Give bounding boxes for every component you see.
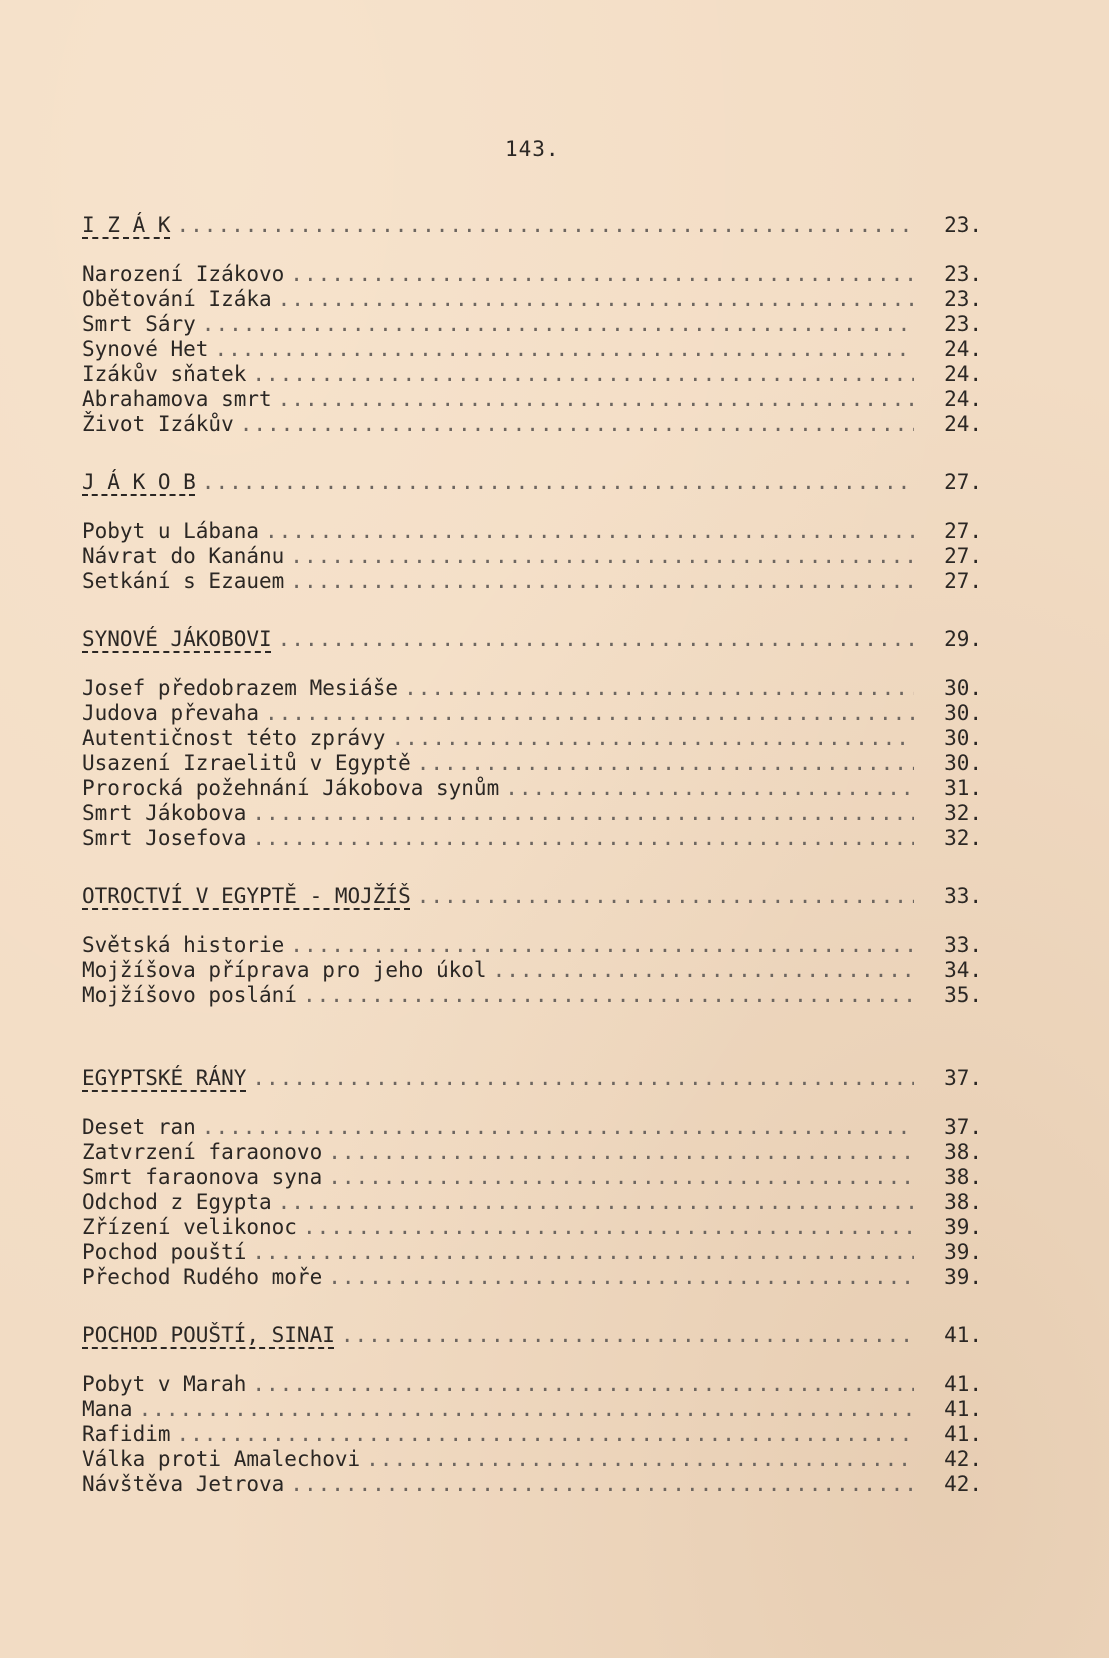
- entry-page: 37.: [944, 1115, 982, 1139]
- entry-page: 39.: [944, 1240, 982, 1264]
- toc-entry: [82, 1140, 982, 1165]
- entry-title: Pochod pouští: [82, 1240, 247, 1264]
- entry-page: 27.: [944, 519, 982, 543]
- toc-entry: [82, 262, 982, 287]
- toc-entry: [82, 701, 982, 726]
- entry-title: Pobyt v Marah: [82, 1372, 247, 1396]
- leader-dots: [265, 519, 914, 544]
- entry-page: 38.: [944, 1190, 982, 1214]
- entry-title: Návštěva Jetrova: [82, 1472, 285, 1496]
- toc-section-jakob: [82, 467, 982, 594]
- toc-section-pochod-pousti: [82, 1320, 982, 1497]
- entry-title: Odchod z Egypta: [82, 1190, 272, 1214]
- section-heading-row: [82, 624, 982, 654]
- leader-dots: [278, 624, 914, 654]
- toc-section-synove-jakobovi: [82, 624, 982, 851]
- leader-dots: [417, 881, 914, 911]
- entry-title: Smrt Jákobova: [82, 801, 247, 825]
- toc-section-egyptske-rany: [82, 1063, 982, 1290]
- section-heading-row: [82, 210, 982, 240]
- entry-page: 41.: [944, 1397, 982, 1421]
- entry-title: Usazení Izraelitů v Egyptě: [82, 751, 411, 775]
- entry-title: Zřízení velikonoc: [82, 1215, 297, 1239]
- section-page: 41.: [944, 1323, 982, 1347]
- leader-dots: [290, 1472, 914, 1497]
- leader-dots: [202, 1115, 914, 1140]
- leader-dots: [341, 1320, 914, 1350]
- leader-dots: [177, 1422, 914, 1447]
- section-heading-row: [82, 467, 982, 497]
- section-heading: J Á K O B: [82, 470, 196, 494]
- entry-page: 39.: [944, 1265, 982, 1289]
- entry-page: 38.: [944, 1165, 982, 1189]
- entry-page: 30.: [944, 726, 982, 750]
- leader-dots: [366, 1447, 914, 1472]
- entry-page: 24.: [944, 362, 982, 386]
- leader-dots: [252, 1063, 914, 1093]
- entry-page: 27.: [944, 544, 982, 568]
- leader-dots: [252, 1372, 914, 1397]
- section-page: 27.: [944, 470, 982, 494]
- toc-entry: [82, 519, 982, 544]
- leader-dots: [278, 1190, 914, 1215]
- entry-title: Smrt faraonova syna: [82, 1165, 323, 1189]
- toc-entry: [82, 933, 982, 958]
- entry-page: 38.: [944, 1140, 982, 1164]
- section-page: 37.: [944, 1066, 982, 1090]
- entry-title: Mana: [82, 1397, 133, 1421]
- entry-page: 23.: [944, 262, 982, 286]
- toc-entry: [82, 1240, 982, 1265]
- entry-title: Rafidim: [82, 1422, 171, 1446]
- section-heading: POCHOD POUŠTÍ, SINAI: [82, 1323, 335, 1347]
- toc-entry: [82, 801, 982, 826]
- entry-page: 31.: [944, 776, 982, 800]
- toc-entry: [82, 287, 982, 312]
- entry-page: 30.: [944, 701, 982, 725]
- leader-dots: [240, 412, 914, 437]
- leader-dots: [290, 544, 914, 569]
- entry-title: Přechod Rudého moře: [82, 1265, 323, 1289]
- leader-dots: [303, 983, 914, 1008]
- entry-page: 35.: [944, 983, 982, 1007]
- section-heading: EGYPTSKÉ RÁNY: [82, 1066, 247, 1090]
- entry-title: Válka proti Amalechovi: [82, 1447, 361, 1471]
- toc-entry: [82, 826, 982, 851]
- entry-title: Mojžíšovo poslání: [82, 983, 297, 1007]
- entry-title: Josef předobrazem Mesiáše: [82, 676, 399, 700]
- entry-page: 32.: [944, 826, 982, 850]
- leader-dots: [505, 776, 914, 801]
- toc-entry: [82, 362, 982, 387]
- toc-entry: [82, 1372, 982, 1397]
- toc-entry: [82, 1115, 982, 1140]
- entry-title: Život Izákův: [82, 412, 234, 436]
- entry-page: 41.: [944, 1372, 982, 1396]
- entry-page: 42.: [944, 1447, 982, 1471]
- entry-page: 33.: [944, 933, 982, 957]
- toc-entry: [82, 412, 982, 437]
- toc-entry: [82, 1190, 982, 1215]
- toc-entry: [82, 387, 982, 412]
- leader-dots: [290, 933, 914, 958]
- section-page: 33.: [944, 884, 982, 908]
- entry-page: 41.: [944, 1422, 982, 1446]
- leader-dots: [303, 1215, 914, 1240]
- entry-page: 42.: [944, 1472, 982, 1496]
- section-page: 29.: [944, 627, 982, 651]
- leader-dots: [290, 569, 914, 594]
- leader-dots: [328, 1265, 914, 1290]
- section-heading: I Z Á K: [82, 213, 171, 237]
- entry-title: Návrat do Kanánu: [82, 544, 285, 568]
- entry-title: Narození Izákovo: [82, 262, 285, 286]
- section-heading-row: [82, 1320, 982, 1350]
- leader-dots: [265, 701, 914, 726]
- toc-entry: [82, 1265, 982, 1290]
- entry-page: 23.: [944, 312, 982, 336]
- leader-dots: [404, 676, 914, 701]
- entry-page: 24.: [944, 337, 982, 361]
- entry-page: 23.: [944, 287, 982, 311]
- leader-dots: [391, 726, 914, 751]
- entry-title: Abrahamova smrt: [82, 387, 272, 411]
- entry-page: 30.: [944, 676, 982, 700]
- toc-entry: [82, 312, 982, 337]
- leader-dots: [417, 751, 914, 776]
- leader-dots: [252, 801, 914, 826]
- page-number: 143.: [505, 137, 560, 161]
- entry-page: 39.: [944, 1215, 982, 1239]
- toc-entry: [82, 1447, 982, 1472]
- entry-page: 27.: [944, 569, 982, 593]
- entry-page: 24.: [944, 387, 982, 411]
- toc-entry: [82, 544, 982, 569]
- section-heading: SYNOVÉ JÁKOBOVI: [82, 627, 272, 651]
- toc-entry: [82, 958, 982, 983]
- entry-title: Světská historie: [82, 933, 285, 957]
- leader-dots: [328, 1165, 914, 1190]
- entry-page: 24.: [944, 412, 982, 436]
- entry-title: Autentičnost této zprávy: [82, 726, 386, 750]
- section-heading-row: [82, 1063, 982, 1093]
- entry-title: Judova převaha: [82, 701, 260, 725]
- leader-dots: [202, 312, 914, 337]
- entry-title: Mojžíšova příprava pro jeho úkol: [82, 958, 487, 982]
- leader-dots: [177, 210, 914, 240]
- leader-dots: [252, 1240, 914, 1265]
- leader-dots: [252, 362, 914, 387]
- toc-entry: [82, 776, 982, 801]
- leader-dots: [328, 1140, 914, 1165]
- entry-title: Smrt Josefova: [82, 826, 247, 850]
- toc-entry: [82, 337, 982, 362]
- leader-dots: [290, 262, 914, 287]
- section-heading-row: [82, 881, 982, 911]
- entry-title: Synové Het: [82, 337, 209, 361]
- leader-dots: [278, 387, 914, 412]
- table-of-contents: [82, 210, 982, 1497]
- entry-title: Izákův sňatek: [82, 362, 247, 386]
- toc-section-otroctvi: [82, 881, 982, 1008]
- entry-title: Zatvrzení faraonovo: [82, 1140, 323, 1164]
- section-page: 23.: [944, 213, 982, 237]
- entry-title: Smrt Sáry: [82, 312, 196, 336]
- toc-entry: [82, 1472, 982, 1497]
- toc-entry: [82, 726, 982, 751]
- toc-entry: [82, 1165, 982, 1190]
- entry-title: Setkání s Ezauem: [82, 569, 285, 593]
- toc-entry: [82, 1397, 982, 1422]
- entry-page: 34.: [944, 958, 982, 982]
- leader-dots: [202, 467, 914, 497]
- entry-title: Obětování Izáka: [82, 287, 272, 311]
- leader-dots: [278, 287, 914, 312]
- leader-dots: [252, 826, 914, 851]
- entry-title: Deset ran: [82, 1115, 196, 1139]
- leader-dots: [214, 337, 914, 362]
- toc-entry: [82, 983, 982, 1008]
- toc-entry: [82, 676, 982, 701]
- entry-page: 30.: [944, 751, 982, 775]
- entry-page: 32.: [944, 801, 982, 825]
- entry-title: Prorocká požehnání Jákobova synům: [82, 776, 500, 800]
- leader-dots: [493, 958, 914, 983]
- toc-entry: [82, 1422, 982, 1447]
- toc-entry: [82, 1215, 982, 1240]
- toc-entry: [82, 569, 982, 594]
- entry-title: Pobyt u Lábana: [82, 519, 260, 543]
- section-heading: OTROCTVÍ V EGYPTĚ - MOJŽÍŠ: [82, 884, 411, 908]
- toc-entry: [82, 751, 982, 776]
- leader-dots: [139, 1397, 914, 1422]
- toc-section-izak: [82, 210, 982, 437]
